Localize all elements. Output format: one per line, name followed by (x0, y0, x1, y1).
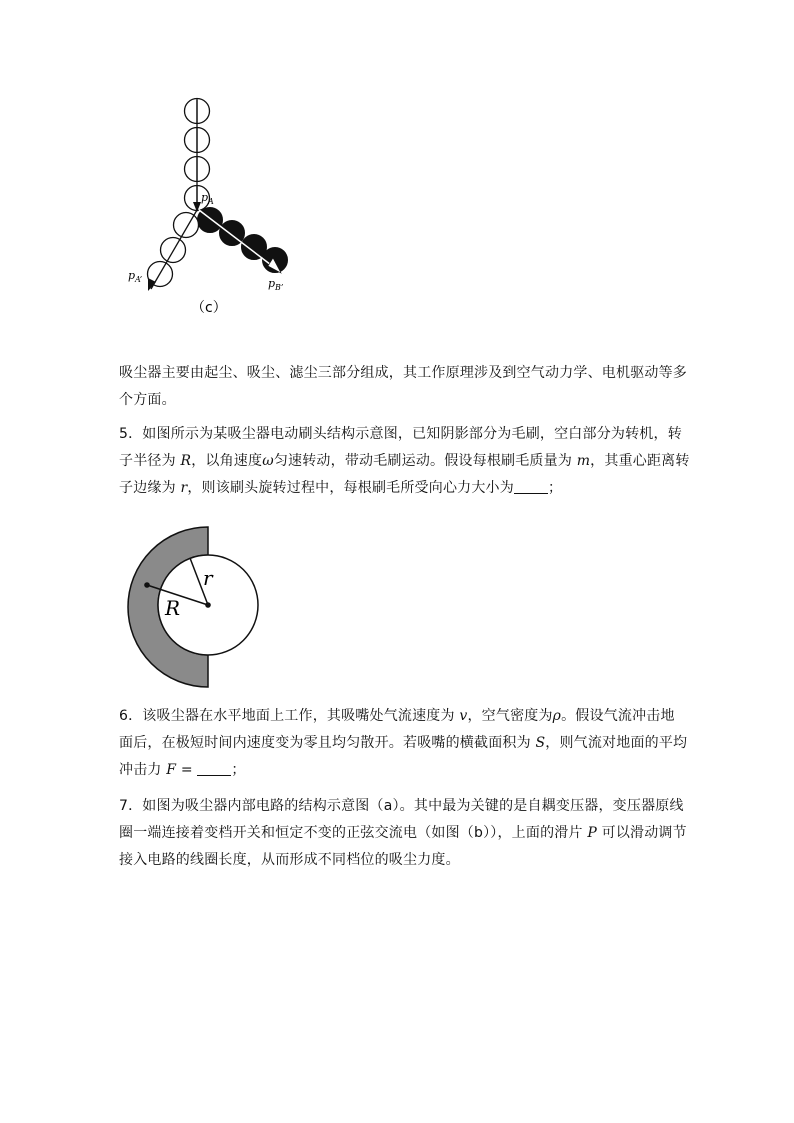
question-7 (119, 793, 687, 874)
intro-paragraph (119, 360, 687, 414)
q7-line-2: 圈一端连接着变档开关和恒定不变的正弦交流电（如图（b）），上面的滑片 P 可以滑动调节 (119, 825, 687, 841)
q5-answer-blank[interactable] (514, 479, 548, 494)
figure-c-bead-diagram (115, 92, 315, 322)
figure-c-caption: （c） (191, 300, 227, 316)
q5-line-3: 子边缘为 r，则该刷头旋转过程中，每根刷毛所受向心力大小为 ； (119, 480, 563, 496)
bristle-center-dot (144, 582, 150, 588)
question-6 (119, 703, 688, 784)
question-5 (119, 421, 690, 502)
intro-line-1: 吸尘器主要由起尘、吸尘、滤尘三部分组成，其工作原理涉及到空气动力学、电机驱动等多 (119, 365, 687, 381)
q6-line-2: 面后，在极短时间内速度变为零且均匀散开。若吸嘴的横截面积为 S，则气流对地面的平均 (119, 735, 688, 751)
q5-line-1: 5．如图所示为某吸尘器电动刷头结构示意图，已知阴影部分为毛刷，空白部分为转机，转 (119, 426, 682, 442)
intro-line-2: 个方面。 (119, 392, 176, 408)
q5-line-2: 子半径为 R，以角速度ω匀速转动，带动毛刷运动。假设每根刷毛质量为 m，其重心距离转 (119, 453, 690, 469)
q6-answer-blank[interactable] (197, 761, 231, 776)
q6-line-3: 冲击力 F = ； (119, 762, 246, 778)
brush-head-figure (118, 523, 268, 693)
open-bead-chain-left (148, 213, 199, 287)
q6-line-1: 6．该吸尘器在水平地面上工作，其吸嘴处气流速度为 v，空气密度为ρ。假设气流冲击地 (119, 708, 675, 724)
label-pa: $p_A$ (201, 191, 214, 206)
label-R: R (165, 596, 181, 620)
rotor-center-dot (205, 602, 211, 608)
q7-line-1: 7．如图为吸尘器内部电路的结构示意图（a）。其中最为关键的是自耦变压器，变压器原线 (119, 798, 684, 814)
label-pb-prime: $p_{B’}$ (268, 277, 284, 292)
label-r: r (203, 566, 213, 590)
label-pa-prime: $p_{A’}$ (128, 269, 143, 284)
q7-line-3: 接入电路的线圈长度，从而形成不同档位的吸尘力度。 (119, 852, 460, 868)
